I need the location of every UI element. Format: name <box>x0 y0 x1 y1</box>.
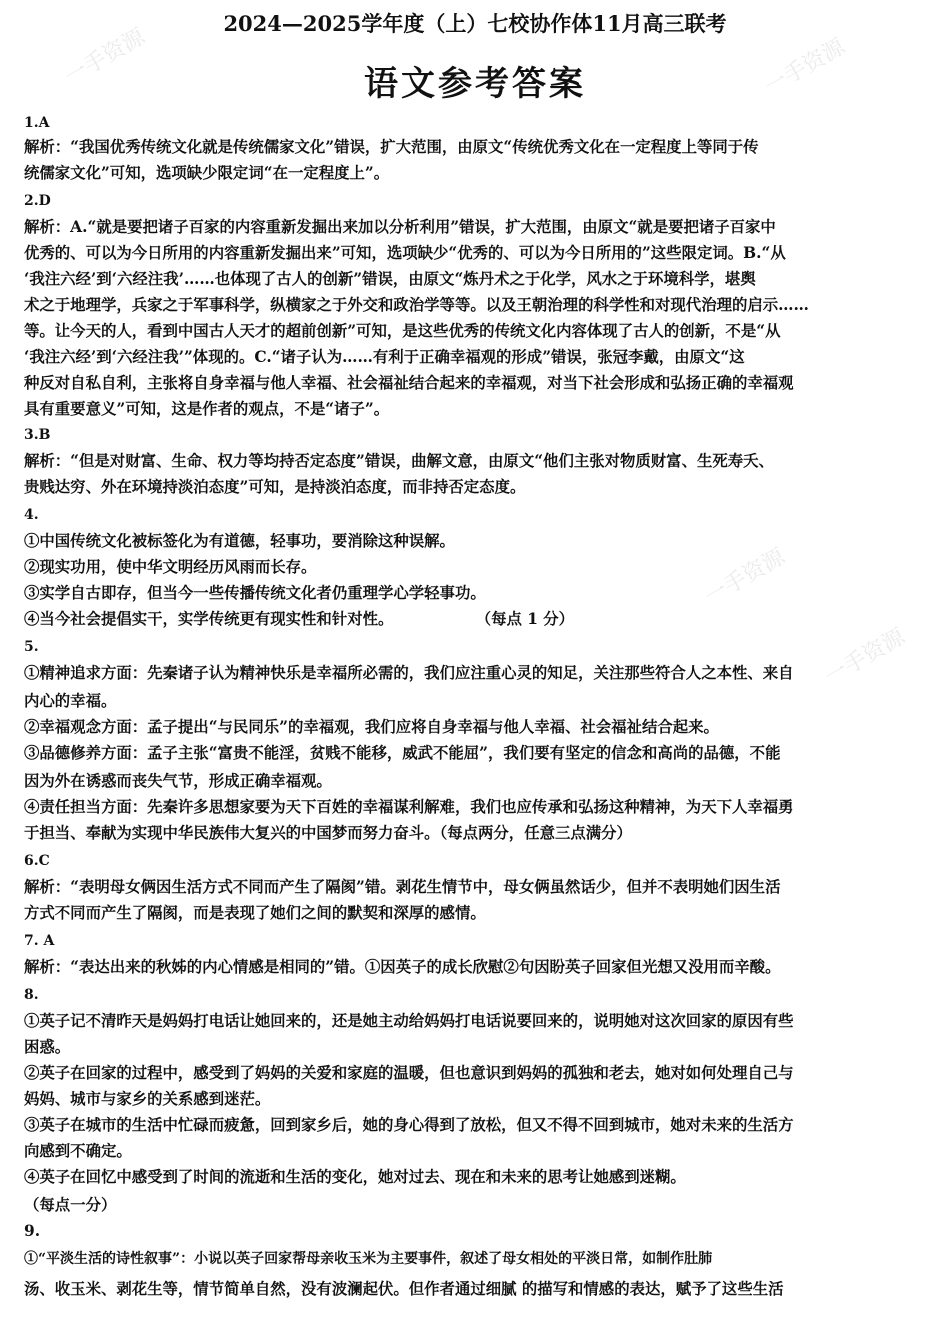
text-line: 5. <box>24 639 39 655</box>
watermark: 一手资源 <box>820 624 910 691</box>
text-line: ④责任担当方面：先秦许多思想家要为天下百姓的幸福谋利解难，我们也应传承和弘扬这种精神，为天下人幸福勇 <box>24 798 794 816</box>
text-line: 内心的幸福。 <box>24 692 117 710</box>
text-line: ②现实功用，使中华文明经历风雨而长存。 <box>24 558 317 576</box>
text-line: 1.A <box>24 115 50 131</box>
text-line: 7. A <box>24 933 55 949</box>
text-line: ①“平淡生活的诗性叙事”：小说以英子回家帮母亲收玉米为主要事件，叙述了母女相处的平淡日常，如制作肚肺 <box>24 1251 713 1267</box>
text-line: 等。让今天的人，看到中国古人天才的超前创新”可知，是这些优秀的传统文化内容体现了古人的创新，不是“从 <box>24 322 781 340</box>
watermark: 一手资源 <box>700 544 790 611</box>
text-line: 种反对自私自利，主张将自身幸福与他人幸福、社会福祉结合起来的幸福观，对当下社会形成和弘扬正确的幸福观 <box>24 374 794 392</box>
text-line: ①中国传统文化被标签化为有道德，轻事功，要消除这种误解。 <box>24 532 455 550</box>
text-line: 解析：A.“就是要把诸子百家的内容重新发掘出来加以分析利用”错误，扩大范围，由原文“就是要把诸子百家中 <box>24 218 776 236</box>
text-line: 向感到不确定。 <box>24 1142 132 1160</box>
text-line: 解析：“表达出来的秋姊的内心情感是相同的”错。①因英子的成长欣慰②句因盼英子回家但光想又没用而辛酸。 <box>24 958 781 976</box>
text-line: ①精神追求方面：先秦诸子认为精神快乐是幸福所必需的，我们应注重心灵的知足，关注那些符合人之本性、来自 <box>24 664 794 682</box>
text-line: ④英子在回忆中感受到了时间的流逝和生活的变化，她对过去、现在和未来的思考让她感到迷糊。 <box>24 1168 686 1186</box>
text-line: 于担当、奉献为实现中华民族伟大复兴的中国梦而努力奋斗。（每点两分，任意三点满分） <box>24 824 632 842</box>
text-line: ①英子记不清昨天是妈妈打电话让她回来的，还是她主动给妈妈打电话说要回来的，说明她对这次回家的原因有些 <box>24 1012 794 1030</box>
text-line: 困惑。 <box>24 1038 71 1056</box>
text-line: ‘我注六经’到‘六经注我’”体现的。C.“诸子认为……有利于正确幸福观的形成”错误，张冠李戴，由原文“这 <box>24 348 745 366</box>
text-line: 因为外在诱惑而丧失气节，形成正确幸福观。 <box>24 772 332 790</box>
text-line: ③品德修养方面：孟子主张“富贵不能淫，贫贱不能移，威武不能屈”，我们要有坚定的信念和高尚的品德，不能 <box>24 744 781 762</box>
text-line: 术之于地理学，兵家之于军事科学，纵横家之于外交和政治学等等。以及王朝治理的科学性和对现代治理的启示…… <box>24 296 809 314</box>
watermark: 一手资源 <box>760 34 850 101</box>
text-line: 解析：“但是对财富、生命、权力等均持否定态度”错误，曲解文意，由原文“他们主张对物质财富、生死寿夭、 <box>24 452 774 470</box>
text-line: ②幸福观念方面：孟子提出“与民同乐”的幸福观，我们应将自身幸福与他人幸福、社会福祉结合起来。 <box>24 718 719 736</box>
text-line: 优秀的、可以为今日所用的内容重新发掘出来”可知，选项缺少“优秀的、可以为今日所用的”这些限定词。B.“从 <box>24 244 786 262</box>
text-line: 8. <box>24 987 39 1003</box>
text-line: 6.C <box>24 853 50 869</box>
text-line: 贵贱达穷、外在环境持淡泊态度”可知，是持淡泊态度，而非持否定态度。 <box>24 478 526 496</box>
text-line: ③英子在城市的生活中忙碌而疲惫，回到家乡后，她的身心得到了放松，但又不得不回到城市，她对未来的生活方 <box>24 1116 794 1134</box>
text-line: ‘我注六经’到‘六经注我’……也体现了古人的创新”错误，由原文“炼丹术之于化学，风水之于环境科学，堪舆 <box>24 270 756 288</box>
text-line: 2.D <box>24 193 51 209</box>
watermark: 一手资源 <box>60 24 150 91</box>
text-line: 具有重要意义”可知，这是作者的观点，不是“诸子”。 <box>24 400 390 418</box>
text-line: （每点一分） <box>24 1196 117 1214</box>
text-line: 9. <box>24 1222 41 1240</box>
text-line: 3.B <box>24 427 51 443</box>
text-line: ④当今社会提倡实干，实学传统更有现实性和针对性。 （每点 1 分） <box>24 610 575 628</box>
score-note: （每点 1 分） <box>483 610 575 628</box>
text-line: ③实学自古即存，但当今一些传播传统文化者仍重理学心学轻事功。 <box>24 584 486 602</box>
text-line: 统儒家文化”可知，选项缺少限定词“在一定程度上”。 <box>24 164 390 182</box>
text-line: 方式不同而产生了隔阂，而是表现了她们之间的默契和深厚的感情。 <box>24 904 486 922</box>
exam-title: 2024—2025学年度（上）七校协作体11月高三联考 <box>223 11 727 36</box>
text-line: 4. <box>24 507 39 523</box>
text-line: 汤、收玉米、剥花生等，情节简单自然，没有波澜起伏。但作者通过细腻 的描写和情感的表达，赋予了这些生活 <box>24 1280 784 1298</box>
text-line: 妈妈、城市与家乡的关系感到迷茫。 <box>24 1090 271 1108</box>
page-title: 语文参考答案 <box>364 64 586 104</box>
text-line: ②英子在回家的过程中，感受到了妈妈的关爱和家庭的温暖，但也意识到妈妈的孤独和老去，她对如何处理自己与 <box>24 1064 794 1082</box>
text-line: 解析：“我国优秀传统文化就是传统儒家文化”错误，扩大范围，由原文“传统优秀文化在一定程度上等同于传 <box>24 138 759 156</box>
text-line: 解析：“表明母女俩因生活方式不同而产生了隔阂”错。剥花生情节中，母女俩虽然话少，但并不表明她们因生活 <box>24 878 781 896</box>
